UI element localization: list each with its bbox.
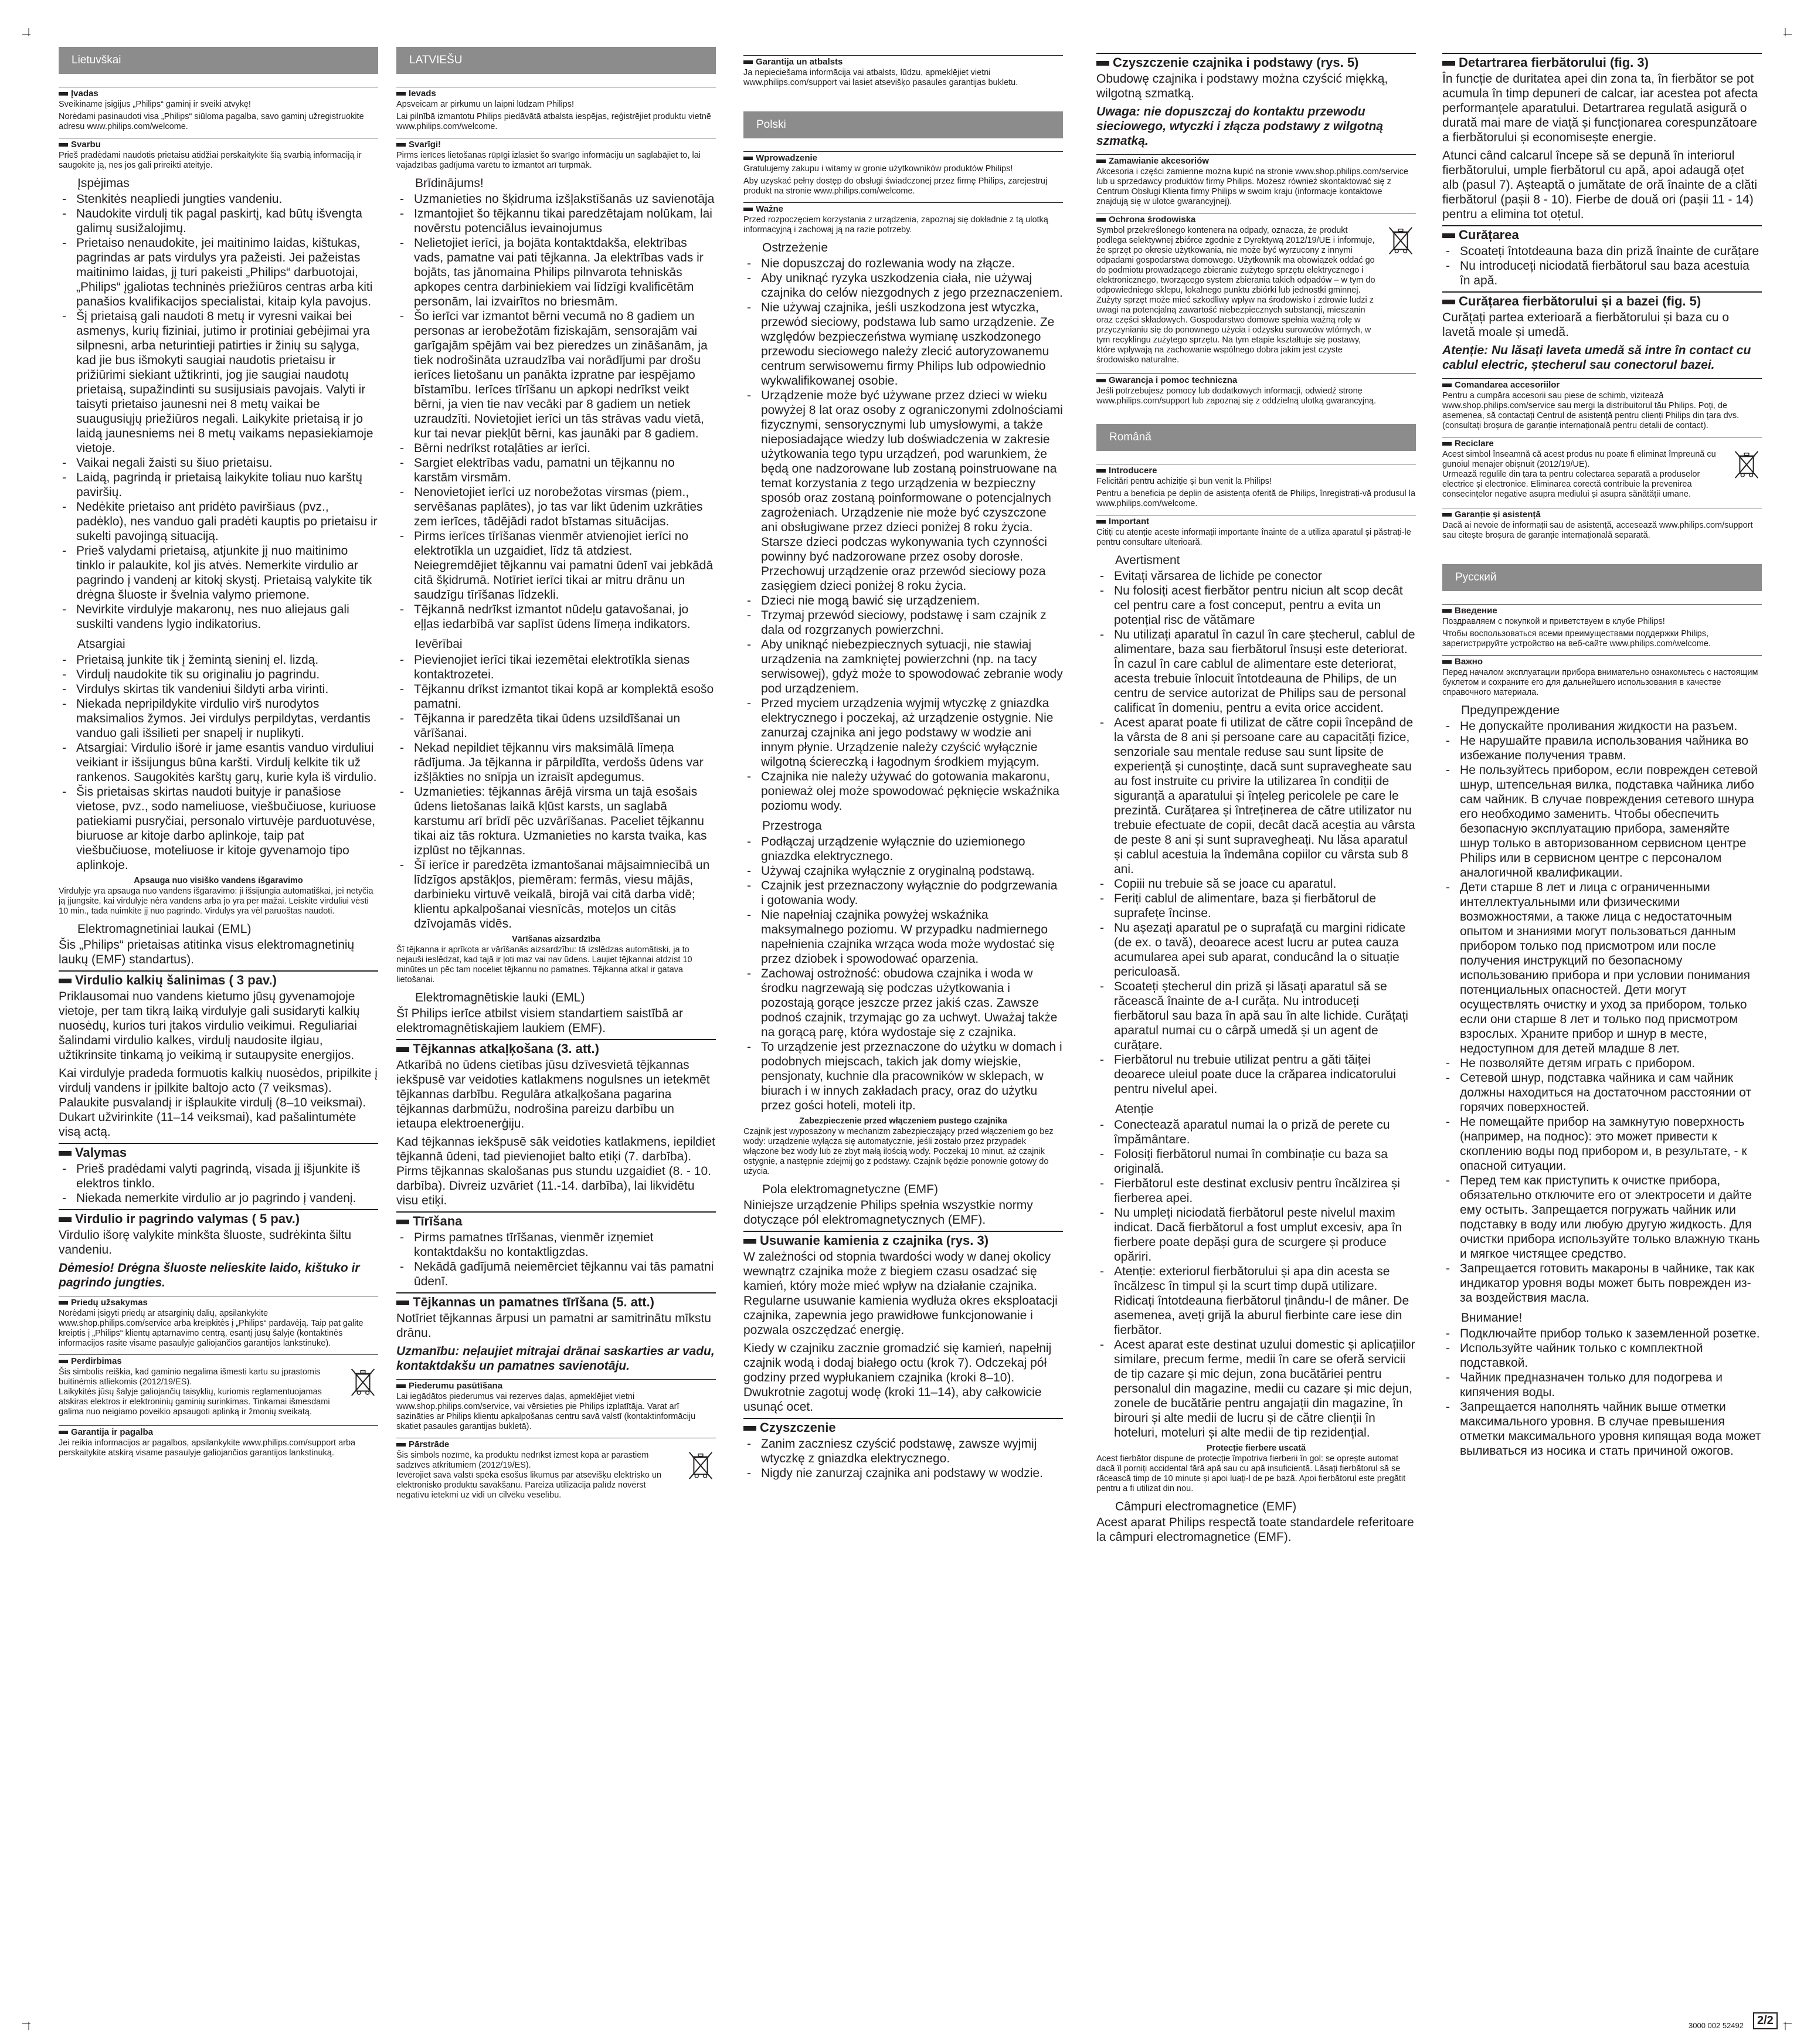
section-banner: Română	[1096, 424, 1416, 451]
column-pre	[1442, 53, 1762, 541]
small-paragraph: Prieš pradėdami naudotis prietaisu atidžiai perskaitykite šią svarbią informaciją ir saugokite ją, nes jos gali prireikti ateityje.	[59, 151, 362, 170]
subsection-heading: Ważne	[743, 202, 1063, 214]
dash-list	[59, 192, 378, 631]
list-item: - Scoateți întotdeauna baza din priză înainte de curățare	[1442, 244, 1762, 259]
list-item: - Pirms ierīces tīrīšanas vienmēr atvienojiet ierīci no elektrotīkla un uzgaidiet, līdz tā atdziest. Neiegremdējiet tējkannu vai pamatni ūdenī vai jebkādā citā šķidrumā. Notīriet ierīci tikai ar mitru drānu un saudzīgu tīrīšanas līdzekli.	[396, 529, 716, 602]
column-latvian	[396, 47, 716, 1503]
list-item: - Uzmanieties no šķidruma izšļakstīšanās uz savienotāja	[396, 192, 716, 206]
small-paragraph: Apsveicam ar pirkumu un laipni lūdzam Philips!	[396, 100, 575, 109]
list-item: - Feriți cablul de alimentare, baza și fierbătorul de suprafețe încinse.	[1096, 891, 1416, 921]
list-item: - Не позволяйте детям играть с прибором.	[1442, 1056, 1762, 1071]
subsection-heading: Garanție și asistență	[1442, 508, 1762, 520]
list-item: - Atenție: exteriorul fierbătorului și apa din acesta se încălzesc în timpul și la scurt timp după utilizare. Ridicați întotdeauna fierbătorul ținându-l de mâner. De asemenea, aveți grijă la aburul fierbinte care iese din fierbător.	[1096, 1264, 1416, 1337]
paragraph: Šī Philips ierīce atbilst visiem standartiem saistībā ar elektromagnētiskajiem laukiem (EMF).	[396, 1007, 684, 1035]
paragraph: Kad tējkannas iekšpusē sāk veidoties katlakmens, iepildiet tējkannā ūdeni, tad pievienojiet balto etiķi (7. darbība). Pirms tējkannas skalošanas pus stundu uzgaidiet (8. - 10. darbība). Divreiz uzvāriet (11.-14. darbība), lai likvidētu visu etiķi.	[396, 1135, 715, 1207]
section-heading: Virdulio ir pagrindo valymas ( 5 pav.)	[59, 1209, 378, 1227]
recycling-block	[59, 1366, 378, 1420]
caution-note: Uzmanību: neļaujiet mitrajai drānai saskarties ar vadu, kontaktdakšu un pamatnes savienotāju.	[396, 1344, 715, 1373]
recycling-block	[396, 1449, 716, 1503]
list-item: - Prietaiso nenaudokite, jei maitinimo laidas, kištukas, pagrindas ar pats virdulys yra pažeisti. Jei pažeistas maitinimo laidas, jį turi pakeisti „Philips“ darbuotojai, „Philips“ įgaliotas techninės priežiūros centras arba kiti panašios kvalifikacijos specialistai, kitaip kyla pavojus.	[59, 236, 378, 309]
column-body	[743, 151, 1063, 1481]
list-item: - Nenovietojiet ierīci uz norobežotas virsmas (piem., servēšanas paplātes), jo tas var likt ūdenim uzkrāties zem ierīces, tādējādi radot bīstamas situācijas.	[396, 485, 716, 529]
small-paragraph: Acest fierbător dispune de protecție împotriva fierberii în gol: se oprește automat dacă îl porniți accidental fără apă sau cu apă insuficientă. Lăsați fierbătorul să se răcească timp de 10 minute și apoi luați-l de pe bază. Apoi fierbătorul este pregătit pentru a fi utilizat din nou.	[1096, 1454, 1406, 1493]
section-heading: Curățarea	[1442, 225, 1762, 243]
list-item: - Uzmanieties: tējkannas ārējā virsma un tajā esošais ūdens lietošanas laikā kļūst karsts, un saglabā karstumu arī brīdī pēc uzvārīšanas. Paceliet tējkannu tikai aiz tās roktura. Uzmanieties no karsta tvaika, kas izplūst no tējkannas.	[396, 785, 716, 858]
dash-list	[743, 1437, 1063, 1481]
dash-list	[59, 653, 378, 872]
list-item: - Scoateți ștecherul din priză și lăsați aparatul să se răcească înainte de a-l curăța. Nu introduceți fierbătorul sau baza în apă sau în alte lichide. Curățați aparatul numai cu o cârpă umedă și un agent de curățare.	[1096, 979, 1416, 1052]
column-body	[396, 87, 716, 1503]
list-item: - Folosiți fierbătorul numai în combinație cu baza sa originală.	[1096, 1147, 1416, 1176]
crop-mark-icon	[1779, 28, 1792, 41]
list-item: - Dzieci nie mogą bawić się urządzeniem.	[743, 593, 1063, 608]
section-banner: Polski	[743, 111, 1063, 138]
list-item: - Sargiet elektrības vadu, pamatni un tējkannu no karstām virsmām.	[396, 456, 716, 485]
list-item: - Nu umpleți niciodată fierbătorul peste nivelul maxim indicat. Dacă fierbătorul a fost umplut excesiv, apa în fierbere poate depăși gura de scurgere și produce opăriri.	[1096, 1206, 1416, 1264]
list-item: - Niekada nemerkite virdulio ar jo pagrindo į vandenį.	[59, 1191, 378, 1206]
list-item: - Acest aparat este destinat uzului domestic și aplicațiilor similare, precum ferme, medii în care se oferă servicii de tip cazare și mic dejun, zona bucătăriei pentru personalul din magazine, medii cu cazare și mic dejun, zonele de bucătărie pentru angajații din magazine, în birouri și alte medii de lucru și de către clienții în hoteluri, moteluri și alte medii de tip rezidențial.	[1096, 1337, 1416, 1440]
list-item: - Nigdy nie zanurzaj czajnika ani podstawy w wodzie.	[743, 1466, 1063, 1481]
subsection-heading: Svarīgi!	[396, 138, 716, 150]
list-item: - Trzymaj przewód sieciowy, podstawę i sam czajnik z dala od rozgrzanych powierzchni.	[743, 608, 1063, 637]
small-paragraph: Lai pilnībā izmantotu Philips piedāvātā atbalsta iespējas, reģistrējiet produktu vietnē www.philips.com/welcome.	[396, 112, 711, 131]
small-paragraph: Jeśli potrzebujesz pomocy lub dodatkowych informacji, odwiedź stronę www.philips.com/support lub zapoznaj się z oddzielną ulotką gwarancyjną.	[1096, 386, 1377, 406]
list-item: - Prieš pradėdami valyti pagrindą, visada jį išjunkite iš elektros tinklo.	[59, 1162, 378, 1191]
list-item: - Vaikai negali žaisti su šiuo prietaisu.	[59, 456, 378, 470]
list-item: - Šį prietaisą gali naudoti 8 metų ir vyresni vaikai bei asmenys, kurių fiziniai, jutimo ir protiniai gebėjimai yra silpnesni, arba neturintieji patirties ir žinių su sąlyga, kad jie bus išmokyti saugiai naudotis prietaisu ir prižiūrimi siekiant užtikrinti, jog jie saugiai naudotų prietaisą, supažindinti su susijusiais pavojais. Valyti ir taisyti prietaiso jaunesni nei 8 metų vaikai be suaugusiųjų priežiūros negali. Laikykite prietaisą ir jo laidą jaunesniems nei 8 metų vaikams nepasiekiamoje vietoje.	[59, 309, 378, 456]
section-heading: Tējkannas atkaļķošana (3. att.)	[396, 1039, 716, 1057]
warning-label: Câmpuri electromagnetice (EMF)	[1115, 1500, 1297, 1513]
crossed-out-bin-icon	[1731, 449, 1762, 480]
list-item: - Izmantojiet šo tējkannu tikai paredzētajam nolūkam, lai novērstu potenciālus ievainojumus	[396, 206, 716, 236]
small-paragraph: Gratulujemy zakupu i witamy w gronie użytkowników produktów Philips!	[743, 164, 1013, 174]
subsection-heading: Svarbu	[59, 138, 378, 150]
list-item: - Czajnika nie należy używać do gotowania makaronu, ponieważ olej może spowodować pęknięcie wskaźnika poziomu wody.	[743, 769, 1063, 813]
list-item: - Niekada nepripildykite virdulio virš nurodytos maksimalios žymos. Jei virdulys perpildytas, verdantis vanduo gali išsilieti per snapelį ir nuplikyti.	[59, 697, 378, 741]
small-paragraph: Lai iegādātos piederumus vai rezerves daļas, apmeklējiet vietni www.shop.philips.com/service, vai vērsieties pie Philips izplatītāja. Varat arī sazināties ar Philips klientu apkalpošanas centru savā valstī (kontaktinformāciju skatiet pasaules garantijas bukletā).	[396, 1392, 696, 1431]
dash-list	[743, 256, 1063, 813]
warning-label: Elektromagnetiniai laukai (EML)	[77, 922, 252, 936]
subsection-heading: Garantija ir pagalba	[59, 1425, 378, 1437]
subsection-heading: Важно	[1442, 655, 1762, 667]
list-item: - Сетевой шнур, подставка чайника и сам чайник должны находиться на достаточном расстоянии от горячих поверхностей.	[1442, 1071, 1762, 1115]
subsection-heading: Reciclare	[1442, 437, 1762, 449]
column-pre	[743, 55, 1063, 88]
subsection-heading: Wprowadzenie	[743, 151, 1063, 163]
list-item: - Acest aparat poate fi utilizat de către copii începând de la vârsta de 8 ani și persoane care au capacități fizice, senzoriale sau mentale reduse sau sunt lipsite de experiență și cunoștințe, dacă sunt supravegheate sau au fost instruite cu privire la utilizarea în condiții de siguranță a aparatului și înțeleg pericolele pe care le prezintă. Curățarea și întreținerea de către utilizator nu trebuie efectuate de copii, decât dacă aceștia au vârsta de peste 8 ani și sunt supravegheați. Nu lăsa aparatul și cablul acestuia la îndemâna copiilor cu vârsta sub 8 ani.	[1096, 715, 1416, 877]
list-item: - Aby uniknąć ryzyka uszkodzenia ciała, nie używaj czajnika do celów niezgodnych z jego przeznaczeniem.	[743, 271, 1063, 300]
small-paragraph: Aby uzyskać pełny dostęp do obsługi świadczonej przez firmę Philips, zarejestruj produkt na stronie www.philips.com/welcome.	[743, 176, 1048, 196]
paragraph: W zależności od stopnia twardości wody w danej okolicy wewnątrz czajnika może z biegiem czasu osadzać się kamień, który może mieć wpływ na działanie czajnika. Regularne usuwanie kamienia wydłuża okres eksploatacji czajnika, zapewnia jego prawidłowe funkcjonowanie i pozwala oszczędzać energię.	[743, 1250, 1058, 1337]
small-paragraph: Перед началом эксплуатации прибора внимательно ознакомьтесь с настоящим буклетом и сохраните его для дальнейшего использования в качестве справочного материала.	[1442, 668, 1758, 697]
list-item: - Nie używaj czajnika, jeśli uszkodzona jest wtyczka, przewód sieciowy, podstawa lub samo urządzenie. Ze względów bezpieczeństwa wymianę uszkodzonego przewodu sieciowego należy zlecić autoryzowanemu centrum serwisowemu firmy Philips lub odpowiednio wykwalifikowanej osobie.	[743, 300, 1063, 388]
list-item: - Nu așezați aparatul pe o suprafață cu margini ridicate (de ex. o tavă), deoarece acest lucru ar putea cauza acumularea apei sub aparat, conducând la o situație periculoasă.	[1096, 921, 1416, 979]
list-item: - Laidą, pagrindą ir prietaisą laikykite toliau nuo karštų paviršių.	[59, 470, 378, 500]
centered-subheading: Apsauga nuo visiško vandens išgaravimo	[134, 876, 303, 885]
list-item: - Перед тем как приступить к очистке прибора, обязательно отключите его от электросети и дайте ему остыть. Запрещается погружать чайник или подставку в воду или любую другую жидкость. Для очистки прибора используйте только влажную ткань и мягкое чистящее средство.	[1442, 1173, 1762, 1261]
recycling-text: Šis simbols nozīmē, ka produktu nedrīkst izmest kopā ar parastiem sadzīves atkritumiem (2012/19/ES). Ievērojiet savā valstī spēkā esošus likumus par atsevišķu elektrisko un elektronisko produktu savākšanu. Pareiza utilizācija palīdz novērst negatīvu ietekmi uz vidi un cilvēku veselību.	[396, 1451, 662, 1500]
crossed-out-bin-icon	[685, 1449, 716, 1481]
section-heading: Tējkannas un pamatnes tīrīšana (5. att.)	[396, 1292, 716, 1310]
list-item: - Nie napełniaj czajnika powyżej wskaźnika maksymalnego poziomu. W przypadku nadmiernego napełnienia czajnika wrząca woda może wydostać się przez dziobek i spowodować oparzenia.	[743, 908, 1063, 966]
section-heading: Valymas	[59, 1143, 378, 1160]
subsection-heading: Introducere	[1096, 464, 1416, 476]
column-romanian	[1096, 49, 1416, 1548]
subsection-heading: Zamawianie akcesoriów	[1096, 154, 1416, 166]
list-item: - Copiii nu trebuie să se joace cu aparatul.	[1096, 877, 1416, 891]
dash-list	[59, 1162, 378, 1206]
small-paragraph: Felicitări pentru achiziție și bun venit la Philips!	[1096, 477, 1272, 486]
list-item: - Tējkannu drīkst izmantot tikai kopā ar komplektā esošo pamatni.	[396, 682, 716, 711]
list-item: - Используйте чайник только с комплектной подставкой.	[1442, 1341, 1762, 1370]
crop-mark-icon	[1779, 2017, 1792, 2030]
small-paragraph: Sveikiname įsigijus „Philips“ gaminį ir sveiki atvykę!	[59, 100, 251, 109]
list-item: - Tējkanna ir paredzēta tikai ūdens uzsildīšanai un vārīšanai.	[396, 711, 716, 741]
crop-mark-icon	[22, 28, 35, 41]
paragraph: Curățați partea exterioară a fierbătorului și baza cu o lavetă moale și umedă.	[1442, 311, 1730, 339]
caution-note: Dėmesio! Drėgna šluoste nelieskite laido, kištuko ir pagrindo jungties.	[59, 1261, 360, 1289]
column-russian	[1442, 49, 1762, 1458]
list-item: - Fierbătorul este destinat exclusiv pentru încălzirea și fierberea apei.	[1096, 1176, 1416, 1206]
list-item: - Nu utilizați aparatul în cazul în care ștecherul, cablul de alimentare, baza sau fierbătorul însuși este deteriorat. În cazul în care cablul de alimentare este deteriorat, acesta trebuie înlocuit întotdeauna de Philips, de un centru de service autorizat de Philips sau de personal calificat în domeniu, pentru a evita orice accident.	[1096, 627, 1416, 715]
section-heading: Curățarea fierbătorului și a bazei (fig. 5)	[1442, 291, 1762, 309]
dash-list	[396, 192, 716, 631]
list-item: - Nedėkite prietaiso ant pridėto paviršiaus (pvz., padėklo), nes vanduo gali pradėti kauptis po prietaisu ir sukelti pavojingą situaciją.	[59, 500, 378, 544]
small-paragraph: Pentru a beneficia pe deplin de asistența oferită de Philips, înregistrați-vă produsul la www.philips.com/welcome.	[1096, 489, 1416, 508]
small-paragraph: Przed rozpoczęciem korzystania z urządzenia, zapoznaj się dokładnie z tą ulotką informacyjną i zachowaj ją na razie potrzeby.	[743, 215, 1048, 235]
document-code: 3000 002 52492	[1689, 2021, 1744, 2030]
warning-label: Atenție	[1115, 1102, 1154, 1116]
list-item: - Prieš valydami prietaisą, atjunkite jį nuo maitinimo tinklo ir palaukite, kol jis atvės. Nemerkite virdulio ar pagrindo į vandenį ar kitokį skystį. Prietaisą valykite tik drėgna šluoste ir švelnia valymo priemone.	[59, 544, 378, 602]
list-item: - Zanim zaczniesz czyścić podstawę, zawsze wyjmij wtyczkę z gniazdka elektrycznego.	[743, 1437, 1063, 1466]
list-item: - Не нарушайте правила использования чайника во избежание получения травм.	[1442, 734, 1762, 763]
list-item: - Не допускайте проливания жидкости на разъем.	[1442, 719, 1762, 734]
column-body	[1096, 464, 1416, 1544]
dash-list	[396, 653, 716, 931]
list-item: - Atsargiai: Virdulio išorė ir jame esantis vanduo virduliui veikiant ir išsijungus būna karšti. Virdulį kelkite tik už rankenos. Saugokitės karštų garų, kurie kyla iš virdulio.	[59, 741, 378, 785]
small-paragraph: Pirms ierīces lietošanas rūpīgi izlasiet šo svarīgo informāciju un saglabājiet to, lai vajadzības gadījumā varētu to izmantot arī turpmāk.	[396, 151, 701, 170]
list-item: - Bērni nedrīkst rotaļāties ar ierīci.	[396, 441, 716, 456]
crossed-out-bin-icon	[348, 1366, 378, 1398]
small-paragraph: Jei reikia informacijos ar pagalbos, apsilankykite www.philips.com/support arba perskaitykite atskirą visame pasaulyje galiojančios garantijos lankstinuką.	[59, 1438, 356, 1458]
paragraph: Kai virdulyje pradeda formuotis kalkių nuosėdos, pripilkite į virdulį vandens ir įpilkite baltojo acto (7 veiksmas). Palaukite pusvalandį ir išplaukite virdulį (8–10 veiksmai). Dukart užvirinkite (11–14 veiksmai), kad pašalintumėte visą actą.	[59, 1067, 378, 1139]
section-banner: Русский	[1442, 564, 1762, 591]
list-item: - Nevirkite virdulyje makaronų, nes nuo aliejaus gali suskilti vandens lygio indikatorius.	[59, 602, 378, 631]
subsection-heading: Garantija un atbalsts	[743, 55, 1063, 67]
paragraph: Kiedy w czajniku zacznie gromadzić się kamień, napełnij czajnik wodą i dodaj białego octu (krok 7). Odczekaj pół godziny przed wypłukaniem czajnika (kroki 8–10). Dwukrotnie zagotuj wodę (kroki 11–14), aby całkowicie usunąć ocet.	[743, 1342, 1052, 1414]
section-heading: Czyszczenie	[743, 1418, 1063, 1435]
subsection-heading: Piederumu pasūtīšana	[396, 1379, 716, 1391]
section-heading: Usuwanie kamienia z czajnika (rys. 3)	[743, 1231, 1063, 1248]
list-item: - Запрещается наполнять чайник выше отметки максимального уровня. В случае превышения отметки максимального уровня кипящая вода может выливаться из носика и стать причиной ожогов.	[1442, 1400, 1762, 1458]
dash-list	[1096, 569, 1416, 1096]
list-item: - Pirms pamatnes tīrīšanas, vienmēr izņemiet kontaktdakšu no kontaktligzdas.	[396, 1230, 716, 1259]
section-banner: Lietuvškai	[59, 47, 378, 74]
caution-note: Uwaga: nie dopuszczaj do kontaktu przewodu sieciowego, wtyczki i złącza podstawy z wilgotną szmatką.	[1096, 105, 1383, 148]
section-banner: LATVIEŠU	[396, 47, 716, 74]
list-item: - Używaj czajnika wyłącznie z oryginalną podstawą.	[743, 864, 1063, 878]
recycling-text: Šis simbolis reiškia, kad gaminio negalima išmesti kartu su įprastomis buitinėmis atliekomis (2012/19/ES). Laikykitės jūsų šalyje galiojančių taisyklių, kuriomis reglamentuojamas atskiras elektros ir elektroninių gaminių surinkimas. Tinkamai išmesdami galima nuo neigiamo poveikio apsaugoti aplinką ir žmonių sveikatą.	[59, 1367, 330, 1417]
crossed-out-bin-icon	[1385, 225, 1416, 256]
subsection-heading: Введение	[1442, 604, 1762, 616]
crop-mark-icon	[22, 2017, 35, 2030]
subsection-heading: Ievads	[396, 87, 716, 99]
list-item: - Чайник предназначен только для подогрева и кипячения воды.	[1442, 1370, 1762, 1400]
list-item: - Подключайте прибор только к заземленной розетке.	[1442, 1326, 1762, 1341]
small-paragraph: Чтобы воспользоваться всеми преимуществами поддержки Philips, зарегистрируйте устройство на веб-сайте www.philips.com/welcome.	[1442, 629, 1711, 648]
section-heading: Tīrīšana	[396, 1211, 716, 1229]
list-item: - Šī ierīce ir paredzēta izmantošanai mājsaimniecībā un līdzīgos apstākļos, piemēram: fermās, viesu mājās, darbinieku virtuvē veikalā, birojā vai citā darba vidē; klientu apkalpošanai viesnīcās, moteļos un citās dzīvojamās vidēs.	[396, 858, 716, 931]
list-item: - Zachowaj ostrożność: obudowa czajnika i woda w środku nagrzewają się podczas użytkowania i pozostają gorące jeszcze przez jakiś czas. Zawsze podnoś czajnik, trzymając go za uchwyt. Uważaj także na gorącą parę, która wydostaje się z czajnika.	[743, 966, 1063, 1040]
subsection-heading: Gwarancja i pomoc techniczna	[1096, 374, 1416, 385]
page-number: 2/2	[1753, 2012, 1778, 2029]
paragraph: Atkarībā no ūdens cietības jūsu dzīvesvietā tējkannas iekšpusē var veidoties katlakmens nogulsnes un ietekmēt tējkannas darbību. Regulāra atkaļķošana pagarina tējkannas darbmūžu, nodrošina pareizu darbību un ietaupa elektroenerģiju.	[396, 1058, 710, 1130]
small-paragraph: Virdulyje yra apsauga nuo vandens išgaravimo: ji išsijungia automatiškai, jei netyčia ją įjungsite, kai virdulyje nėra vandens arba jo yra per mažai. Leiskite virduliui vėsti 10 min., tada nuimkite jį nuo pagrindo. Virdulys yra vėl paruoštas naudoti.	[59, 887, 373, 916]
subsection-heading: Perdirbimas	[59, 1354, 378, 1366]
list-item: - Nu folosiți acest fierbător pentru niciun alt scop decât cel pentru care a fost conceput, pentru a evita un potențial risc de vătămare	[1096, 583, 1416, 627]
list-item: - Pievienojiet ierīci tikai iezemētai elektrotīkla sienas kontaktrozetei.	[396, 653, 716, 682]
paragraph: Niniejsze urządzenie Philips spełnia wszystkie normy dotyczące pól elektromagnetycznych (EMF).	[743, 1198, 1033, 1227]
small-paragraph: Czajnik jest wyposażony w mechanizm zabezpieczający przed włączeniem go bez wody: urządzenie wyłącza się automatycznie, jeśli zostało przez przypadek włączone bez wody lub ze zbyt małą ilością wody. Poczekaj 10 minut, aż czajnik ostygnie, a następnie zdejmij go z podstawy. Czajnik będzie ponownie gotowy do użycia.	[743, 1127, 1054, 1176]
column-body	[59, 87, 378, 1458]
list-item: - Evitați vărsarea de lichide pe conector	[1096, 569, 1416, 583]
dash-list	[743, 834, 1063, 1113]
dash-list	[1442, 244, 1762, 288]
list-item: - To urządzenie jest przeznaczone do użytku w domach i podobnych miejscach, takich jak domy wiejskie, pensjonaty, kuchnie dla pracowników w sklepach, w biurach i w innych zakładach pracy, oraz do użytku przez gości hoteli, moteli itp.	[743, 1040, 1063, 1113]
list-item: - Šo ierīci var izmantot bērni vecumā no 8 gadiem un personas ar ierobežotām fiziskajām, sensorajām vai garīgajām spējām vai bez pieredzes un zināšanām, ja tiek nodrošināta uzraudzība vai norādījumi par drošu ierīces lietošanu un panākta izpratne par iespējamo bīstamību. Ierīces tīrīšanu un apkopi nedrīkst veikt bērni, ja vien tie nav vecāki par 8 gadiem un netiek uzraudzīti. Novietojiet ierīci un tās strāvas vadu vietā, kur tai nevar piekļūt bērni, kas jaunāki par 8 gadiem.	[396, 309, 716, 441]
list-item: - Не помещайте прибор на замкнутую поверхность (например, на поднос): это может привести к скоплению воды под прибором и, в результате, - к опасной ситуации.	[1442, 1115, 1762, 1173]
list-item: - Не пользуйтесь прибором, если поврежден сетевой шнур, штепсельная вилка, подставка чайника либо сам чайник. В случае повреждения сетевого шнура его необходимо заменить. Чтобы обеспечить безопасную эксплуатацию прибора, заменяйте шнур только в авторизованном сервисном центре Philips или в сервисном центре с персоналом аналогичной квалификации.	[1442, 763, 1762, 880]
list-item: - Запрещается готовить макароны в чайнике, так как индикатор уровня воды может быть поврежден из-за воздействия масла.	[1442, 1261, 1762, 1305]
section-heading: Czyszczenie czajnika i podstawy (rys. 5)	[1096, 53, 1416, 70]
small-paragraph: Šī tējkanna ir aprīkota ar vārīšanās aizsardzību: tā izslēdzas automātiski, ja to nejauši ieslēdzat, kad tajā ir ļoti maz vai nav ūdens. Laujiet tējkannai atdzist 10 minūtes un pēc tam noceliet tējkannu no pamatnes. Tējkanna atkal ir gatava lietošanai.	[396, 945, 692, 984]
column-body	[1442, 604, 1762, 1458]
small-paragraph: Citiți cu atenție aceste informații importante înainte de a utiliza aparatul și păstrați-le pentru consultare ulterioară.	[1096, 528, 1411, 547]
list-item: - Urządzenie może być używane przez dzieci w wieku powyżej 8 lat oraz osoby z ograniczonymi zdolnościami fizycznymi, sensorycznymi lub umysłowymi, a także nieposiadające wiedzy lub doświadczenia w zakresie użytkowania tego typu urządzeń, pod warunkiem, że będą one nadzorowane lub zostaną poinstruowane na temat korzystania z tego urządzenia w bezpieczny sposób oraz zostaną poinformowane o potencjalnych zagrożeniach. Urządzenie nie może być czyszczone ani obsługiwane przez dzieci poniżej 8 roku życia. Starsze dzieci podczas wykonywania tych czynności powinny być nadzorowane przez osoby dorosłe. Przechowuj urządzenie oraz przewód sieciowy poza zasięgiem dzieci poniżej 8 roku życia.	[743, 388, 1063, 593]
warning-label: Pola elektromagnetyczne (EMF)	[762, 1183, 938, 1196]
small-paragraph: Norėdami įsigyti priedų ar atsarginių dalių, apsilankykite www.shop.philips.com/service arba kreipkitės į „Philips“ pardavėją. Taip pat galite kreiptis į „Philips“ klientų aptarnavimo centrą, esantį jūsų šalyje (kontaktinės informacijos rasite visame pasaulyje galiojančios garantijos lankstinuke).	[59, 1309, 364, 1348]
list-item: - Дети старше 8 лет и лица с ограниченными интеллектуальными или физическими возможностями, а также лица с недостаточным опытом и знаниями могут пользоваться данным прибором только под присмотром или после получения инструкций по безопасному использованию прибора и при условии понимания потенциальных опасностей. Дети могут осуществлять очистку и уход за прибором, только если они старше 8 лет и только под присмотром взрослых. Храните прибор и шнур в месте, недоступном для детей младше 8 лет.	[1442, 880, 1762, 1056]
subsection-heading: Pārstrāde	[396, 1438, 716, 1449]
warning-label: Įspėjimas	[77, 176, 130, 190]
paragraph: Priklausomai nuo vandens kietumo jūsų gyvenamojoje vietoje, per tam tikrą laiką virdulyje gali susidaryti kalkių nuosėdų, kurios turi įtakos virdulio veikimui. Reguliariai šalindami virdulio kalkes, virdulį naudosite ilgiau, užtikrinsite tinkamą jo veikimą ir sutaupysite energijos.	[59, 990, 360, 1062]
small-paragraph: Dacă ai nevoie de informații sau de asistență, accesează www.philips.com/support sau citește broșura de garanție internațională separată.	[1442, 521, 1753, 540]
section-heading: Virdulio kalkių šalinimas ( 3 pav.)	[59, 970, 378, 988]
subsection-heading: Įvadas	[59, 87, 378, 99]
paragraph: Virdulio išorę valykite minkšta šluoste, sudrėkinta šiltu vandeniu.	[59, 1228, 352, 1257]
paragraph: Obudowę czajnika i podstawy można czyścić miękką, wilgotną szmatką.	[1096, 72, 1388, 100]
list-item: - Prietaisą junkite tik į žemintą sieninį el. lizdą.	[59, 653, 378, 667]
subsection-heading: Important	[1096, 515, 1416, 527]
warning-label: Avertisment	[1115, 554, 1180, 567]
dash-list	[1096, 1118, 1416, 1440]
section-heading: Detartrarea fierbătorului (fig. 3)	[1442, 53, 1762, 70]
column-lithuanian	[59, 47, 378, 1461]
centered-subheading: Zabezpieczenie przed włączeniem pustego czajnika	[799, 1116, 1007, 1126]
list-item: - Naudokite virdulį tik pagal paskirtį, kad būtų išvengta galimų susižalojimų.	[59, 206, 378, 236]
list-item: - Nekad nepildiet tējkannu virs maksimālā līmeņa rādījuma. Ja tējkanna ir pārpildīta, verdošs ūdens var izšļākties no snīpja un izraisīt apdegumus.	[396, 741, 716, 785]
paragraph: Šis „Philips“ prietaisas atitinka visus elektromagnetinių laukų (EMF) standartus).	[59, 938, 355, 966]
list-item: - Nelietojiet ierīci, ja bojāta kontaktdakša, elektrības vads, pamatne vai pati tējkanna. Ja elektrības vads ir bojāts, tas jānomaina Philips pilnvarota tehniskās apkopes centra darbiniekiem vai līdzīgi kvalificētām personām, lai izvairītos no briesmām.	[396, 236, 716, 309]
warning-label: Atsargiai	[77, 637, 125, 651]
paragraph: Atunci când calcarul începe să se depună în interiorul fierbătorului, umple fierbătorul cu apă, apoi adaugă oțet alb (pasul 7). Așteaptă o jumătate de oră înainte de a clăti fierbătorul (pașii 8 - 10). Fierbe de două ori (pașii 11 - 14) pentru a elimina tot oțetul.	[1442, 149, 1758, 221]
paragraph: Notīriet tējkannas ārpusi un pamatni ar samitrinātu mīkstu drānu.	[396, 1312, 711, 1340]
centered-subheading: Protecție fierbere uscată	[1206, 1444, 1306, 1453]
column-pre	[1096, 53, 1416, 406]
subsection-heading: Ochrona środowiska	[1096, 213, 1416, 225]
paragraph: În funcție de duritatea apei din zona ta, în fierbător se pot acumula în timp depuneri de calcar, iar acestea pot afecta performanțele aparatului. Detartrarea regulată asigură o durată mai mare de viață și funcționarea corespunzătoare a fierbătorului și economisește energie.	[1442, 72, 1758, 144]
subsection-heading: Priedų užsakymas	[59, 1296, 378, 1308]
paragraph: Acest aparat Philips respectă toate standardele referitoare la câmpuri electromagnetice (EMF).	[1096, 1516, 1414, 1544]
list-item: - Przed myciem urządzenia wyjmij wtyczkę z gniazdka elektrycznego i poczekaj, aż urządzenie ostygnie. Nie zanurzaj czajnika ani jego podstawy w wodzie ani innym płynie. Urządzenie należy czyścić wyłącznie wilgotną ściereczką i łagodnym środkiem myjącym.	[743, 696, 1063, 769]
recycling-text: Acest simbol înseamnă că acest produs nu poate fi eliminat împreună cu gunoiul menajer obișnuit (2012/19/UE). Urmează regulile din țara ta pentru colectarea separată a produselor electrice și electronice. Eliminarea corectă contribuie la prevenirea consecințelor negative asupra mediului și asupra sănătății umane.	[1442, 450, 1716, 499]
list-item: - Nekādā gadījumā neiemērciet tējkannu vai tās pamatni ūdenī.	[396, 1259, 716, 1289]
caution-note: Atenție: Nu lăsați laveta umedă să intre în contact cu cablul electric, ștecherul sau conectorul bazei.	[1442, 344, 1751, 372]
list-item: - Virdulį naudokite tik su originaliu jo pagrindu.	[59, 667, 378, 682]
warning-label: Przestroga	[762, 819, 822, 833]
small-paragraph: Ja nepieciešama informācija vai atbalsts, lūdzu, apmeklējiet vietni www.philips.com/support vai lasiet atsevišķo pasaules garantijas bukletu.	[743, 68, 1018, 87]
warning-label: Ievērībai	[415, 637, 463, 651]
small-paragraph: Norėdami pasinaudoti visa „Philips“ siūloma pagalba, savo gaminį užregistruokite adresu www.philips.com/welcome.	[59, 112, 364, 131]
list-item: - Fierbătorul nu trebuie utilizat pentru a găti tăiței deoarece uleiul poate duce la crăparea indicatorului pentru nivelul apei.	[1096, 1052, 1416, 1096]
recycling-block	[1096, 225, 1416, 368]
centered-subheading: Vārīšanas aizsardzība	[512, 935, 600, 944]
warning-label: Elektromagnētiskie lauki (EML)	[415, 991, 585, 1004]
list-item: - Conectează aparatul numai la o priză de perete cu împământare.	[1096, 1118, 1416, 1147]
column-polish	[743, 49, 1063, 1481]
subsection-heading: Comandarea accesoriilor	[1442, 378, 1762, 390]
list-item: - Nu introduceți niciodată fierbătorul sau baza acestuia în apă.	[1442, 259, 1762, 288]
list-item: - Šis prietaisas skirtas naudoti buityje ir panašiose vietose, pvz., sodo nameliuose, viešbučiuose, kuriuose patiekiami pusryčiai, personalo virtuvėje parduotuvėse, biuruose ar kitoje darbo aplinkoje, taip pat viešbučiuose, moteliuose ir kitoje gyvenamojo tipo aplinkoje.	[59, 785, 378, 872]
warning-label: Предупреждение	[1461, 704, 1560, 717]
list-item: - Nie dopuszczaj do rozlewania wody na złącze.	[743, 256, 1063, 271]
list-item: - Czajnik jest przeznaczony wyłącznie do podgrzewania i gotowania wody.	[743, 878, 1063, 908]
list-item: - Tējkannā nedrīkst izmantot nūdeļu gatavošanai, jo eļļas iedarbībā var saplīst ūdens līmeņa indikators.	[396, 602, 716, 631]
dash-list	[1442, 719, 1762, 1305]
recycling-block	[1442, 449, 1762, 502]
dash-list	[1442, 1326, 1762, 1458]
small-paragraph: Akcesoria i części zamienne można kupić na stronie www.shop.philips.com/service lub u sprzedawcy produktów firmy Philips. Możesz również skontaktować się z Centrum Obsługi Klienta firmy Philips w swoim kraju (informacje kontaktowe znajdują się w ulotce gwarancyjnej).	[1096, 167, 1408, 206]
list-item: - Aby uniknąć niebezpiecznych sytuacji, nie stawiaj urządzenia na zamkniętej powierzchni (np. na tacy serwisowej), gdyż może to spowodować zebranie wody pod urządzeniem.	[743, 637, 1063, 696]
list-item: - Virdulys skirtas tik vandeniui šildyti arba virinti.	[59, 682, 378, 697]
warning-label: Brīdinājums!	[415, 176, 484, 190]
dash-list	[396, 1230, 716, 1289]
list-item: - Stenkitės neapliedi jungties vandeniu.	[59, 192, 378, 206]
list-item: - Podłączaj urządzenie wyłącznie do uziemionego gniazdka elektrycznego.	[743, 834, 1063, 864]
small-paragraph: Поздравляем с покупкой и приветствуем в клубе Philips!	[1442, 617, 1665, 626]
warning-label: Внимание!	[1461, 1311, 1523, 1325]
small-paragraph: Pentru a cumpăra accesorii sau piese de schimb, vizitează www.shop.philips.com/service sau mergi la distribuitorul tău Philips. Poți, de asemenea, să contactați Centrul de asistență pentru clienți Philips din țara dvs. (consultați broșura de garanție internațională pentru detalii de contact).	[1442, 391, 1740, 430]
warning-label: Ostrzeżenie	[762, 241, 828, 254]
recycling-text: Symbol przekreślonego kontenera na odpady, oznacza, że produkt podlega selektywnej zbiórce zgodnie z Dyrektywą 2012/19/UE i informuje, że sprzęt po okresie użytkowania, nie może być wyrzucony z innymi odpadami gospodarstwa domowego. Użytkownik ma obowiązek oddać go do podmiotu prowadzącego zbieranie zużytego sprzętu elektrycznego i elektronicznego, tworzącego system zbierania takich odpadów – w tym do odpowiedniego sklepu, lokalnego punktu zbiórki lub jednostki gminnej. Zużyty sprzęt może mieć szkodliwy wpływ na środowisko i zdrowie ludzi z uwagi na potencjalną zawartość niebezpiecznych substancji, mieszanin oraz części składowych. Gospodarstwo domowe spełnia ważną rolę w przyczynianiu się do ponownego użycia i odzysku surowców wtórnych, w tym recyklingu zużytego sprzętu. Na tym etapie kształtuje się postawy, które wpływają na zachowanie wspólnego dobra jakim jest czyste środowisko naturalne.	[1096, 226, 1375, 365]
